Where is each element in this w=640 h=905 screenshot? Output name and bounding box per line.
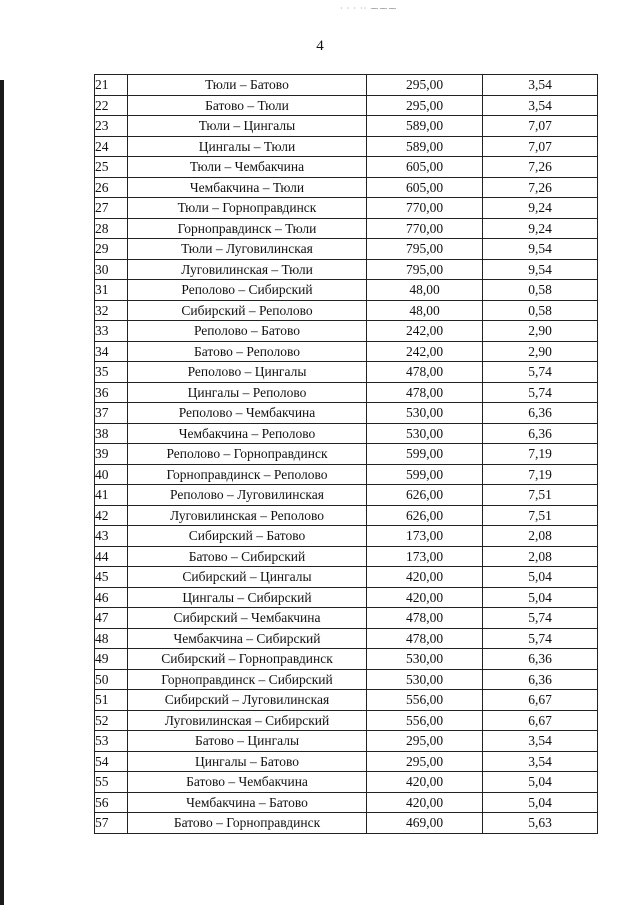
distance-cell: 242,00 [367,341,483,362]
distance-cell: 626,00 [367,485,483,506]
distance-cell: 173,00 [367,546,483,567]
route-cell: Сибирский – Батово [128,526,367,547]
row-number-cell: 34 [95,341,128,362]
distance-cell: 530,00 [367,403,483,424]
row-number-cell: 28 [95,218,128,239]
route-cell: Тюли – Чембакчина [128,157,367,178]
tariff-table [94,74,598,834]
route-cell: Луговилинская – Сибирский [128,710,367,731]
row-number-cell: 43 [95,526,128,547]
row-number-cell: 21 [95,75,128,96]
table-row [95,485,598,506]
route-cell: Цингалы – Тюли [128,136,367,157]
route-cell: Батово – Горноправдинск [128,813,367,834]
rate-cell: 7,07 [483,116,598,137]
route-cell: Горноправдинск – Реполово [128,464,367,485]
row-number-cell: 32 [95,300,128,321]
route-cell: Сибирский – Цингалы [128,567,367,588]
route-cell: Чембакчина – Батово [128,792,367,813]
table-row [95,464,598,485]
rate-cell: 9,24 [483,218,598,239]
route-cell: Сибирский – Реполово [128,300,367,321]
rate-cell: 7,19 [483,464,598,485]
row-number-cell: 53 [95,731,128,752]
distance-cell: 556,00 [367,690,483,711]
table-row [95,710,598,731]
route-cell: Чембакчина – Тюли [128,177,367,198]
row-number-cell: 35 [95,362,128,383]
table-row [95,649,598,670]
rate-cell: 9,24 [483,198,598,219]
route-cell: Тюли – Горноправдинск [128,198,367,219]
rate-cell: 6,36 [483,669,598,690]
table-row [95,382,598,403]
rate-cell: 5,04 [483,772,598,793]
distance-cell: 589,00 [367,136,483,157]
table-row [95,157,598,178]
table-row [95,239,598,260]
route-cell: Батово – Реполово [128,341,367,362]
rate-cell: 5,63 [483,813,598,834]
distance-cell: 420,00 [367,772,483,793]
rate-cell: 2,08 [483,526,598,547]
rate-cell: 7,26 [483,157,598,178]
rate-cell: 5,04 [483,587,598,608]
row-number-cell: 55 [95,772,128,793]
distance-cell: 478,00 [367,362,483,383]
distance-cell: 530,00 [367,669,483,690]
row-number-cell: 57 [95,813,128,834]
route-cell: Реполово – Луговилинская [128,485,367,506]
table-row [95,587,598,608]
table-row [95,259,598,280]
table-row [95,813,598,834]
row-number-cell: 33 [95,321,128,342]
distance-cell: 530,00 [367,649,483,670]
distance-cell: 599,00 [367,444,483,465]
distance-cell: 589,00 [367,116,483,137]
table-row [95,608,598,629]
route-cell: Реполово – Цингалы [128,362,367,383]
page-number: 4 [316,38,324,54]
table-row [95,546,598,567]
row-number-cell: 26 [95,177,128,198]
distance-cell: 605,00 [367,157,483,178]
table-row [95,751,598,772]
table-row [95,95,598,116]
table-row [95,690,598,711]
rate-cell: 7,51 [483,485,598,506]
scan-edge-bar [0,80,4,905]
distance-cell: 556,00 [367,710,483,731]
row-number-cell: 54 [95,751,128,772]
rate-cell: 6,36 [483,649,598,670]
row-number-cell: 50 [95,669,128,690]
rate-cell: 9,54 [483,239,598,260]
distance-cell: 173,00 [367,526,483,547]
table-row [95,218,598,239]
route-cell: Батово – Чембакчина [128,772,367,793]
rate-cell: 0,58 [483,280,598,301]
route-cell: Цингалы – Сибирский [128,587,367,608]
row-number-cell: 25 [95,157,128,178]
rate-cell: 3,54 [483,75,598,96]
route-cell: Батово – Сибирский [128,546,367,567]
table-row [95,669,598,690]
row-number-cell: 36 [95,382,128,403]
route-cell: Тюли – Цингалы [128,116,367,137]
table-row [95,444,598,465]
table-row [95,505,598,526]
route-cell: Тюли – Батово [128,75,367,96]
route-cell: Цингалы – Реполово [128,382,367,403]
distance-cell: 295,00 [367,95,483,116]
row-number-cell: 39 [95,444,128,465]
row-number-cell: 45 [95,567,128,588]
row-number-cell: 52 [95,710,128,731]
distance-cell: 478,00 [367,608,483,629]
rate-cell: 2,90 [483,341,598,362]
row-number-cell: 49 [95,649,128,670]
row-number-cell: 24 [95,136,128,157]
distance-cell: 469,00 [367,813,483,834]
distance-cell: 478,00 [367,628,483,649]
route-cell: Горноправдинск – Сибирский [128,669,367,690]
rate-cell: 5,04 [483,567,598,588]
table-row [95,198,598,219]
rate-cell: 5,74 [483,362,598,383]
row-number-cell: 51 [95,690,128,711]
rate-cell: 7,51 [483,505,598,526]
rate-cell: 6,67 [483,690,598,711]
row-number-cell: 47 [95,608,128,629]
rate-cell: 5,74 [483,382,598,403]
distance-cell: 48,00 [367,280,483,301]
row-number-cell: 30 [95,259,128,280]
distance-cell: 626,00 [367,505,483,526]
distance-cell: 770,00 [367,218,483,239]
route-cell: Реполово – Горноправдинск [128,444,367,465]
row-number-cell: 27 [95,198,128,219]
table-row [95,423,598,444]
row-number-cell: 56 [95,792,128,813]
route-cell: Сибирский – Горноправдинск [128,649,367,670]
route-cell: Цингалы – Батово [128,751,367,772]
row-number-cell: 31 [95,280,128,301]
row-number-cell: 29 [95,239,128,260]
distance-cell: 420,00 [367,587,483,608]
row-number-cell: 42 [95,505,128,526]
table-row [95,321,598,342]
distance-cell: 420,00 [367,792,483,813]
distance-cell: 770,00 [367,198,483,219]
rate-cell: 7,07 [483,136,598,157]
table-row [95,341,598,362]
distance-cell: 599,00 [367,464,483,485]
route-cell: Сибирский – Луговилинская [128,690,367,711]
distance-cell: 242,00 [367,321,483,342]
table-row [95,75,598,96]
distance-cell: 295,00 [367,731,483,752]
route-cell: Чембакчина – Сибирский [128,628,367,649]
table-row [95,136,598,157]
row-number-cell: 40 [95,464,128,485]
route-cell: Реполово – Батово [128,321,367,342]
table-row [95,792,598,813]
route-cell: Сибирский – Чембакчина [128,608,367,629]
row-number-cell: 41 [95,485,128,506]
distance-cell: 478,00 [367,382,483,403]
table-row [95,628,598,649]
table-row [95,177,598,198]
row-number-cell: 46 [95,587,128,608]
table-row [95,772,598,793]
rate-cell: 5,74 [483,628,598,649]
route-cell: Горноправдинск – Тюли [128,218,367,239]
table-row [95,526,598,547]
route-cell: Луговилинская – Реполово [128,505,367,526]
tariff-table-body [95,75,598,834]
table-row [95,300,598,321]
rate-cell: 2,08 [483,546,598,567]
row-number-cell: 37 [95,403,128,424]
row-number-cell: 22 [95,95,128,116]
rate-cell: 7,19 [483,444,598,465]
table-row [95,280,598,301]
rate-cell: 5,04 [483,792,598,813]
row-number-cell: 44 [95,546,128,567]
table-row [95,362,598,383]
rate-cell: 3,54 [483,751,598,772]
rate-cell: 6,36 [483,403,598,424]
distance-cell: 795,00 [367,259,483,280]
row-number-cell: 38 [95,423,128,444]
route-cell: Тюли – Луговилинская [128,239,367,260]
header-stamp-mark: · · · ·· ⁓⁓⁓ [340,4,398,13]
route-cell: Батово – Тюли [128,95,367,116]
distance-cell: 48,00 [367,300,483,321]
route-cell: Реполово – Сибирский [128,280,367,301]
table-row [95,567,598,588]
rate-cell: 7,26 [483,177,598,198]
distance-cell: 530,00 [367,423,483,444]
route-cell: Реполово – Чембакчина [128,403,367,424]
rate-cell: 9,54 [483,259,598,280]
row-number-cell: 48 [95,628,128,649]
route-cell: Луговилинская – Тюли [128,259,367,280]
rate-cell: 0,58 [483,300,598,321]
distance-cell: 295,00 [367,751,483,772]
rate-cell: 5,74 [483,608,598,629]
rate-cell: 6,36 [483,423,598,444]
rate-cell: 6,67 [483,710,598,731]
table-row [95,403,598,424]
route-cell: Чембакчина – Реполово [128,423,367,444]
row-number-cell: 23 [95,116,128,137]
rate-cell: 3,54 [483,731,598,752]
rate-cell: 3,54 [483,95,598,116]
rate-cell: 2,90 [483,321,598,342]
distance-cell: 605,00 [367,177,483,198]
table-row [95,731,598,752]
table-row [95,116,598,137]
distance-cell: 295,00 [367,75,483,96]
route-cell: Батово – Цингалы [128,731,367,752]
distance-cell: 420,00 [367,567,483,588]
distance-cell: 795,00 [367,239,483,260]
